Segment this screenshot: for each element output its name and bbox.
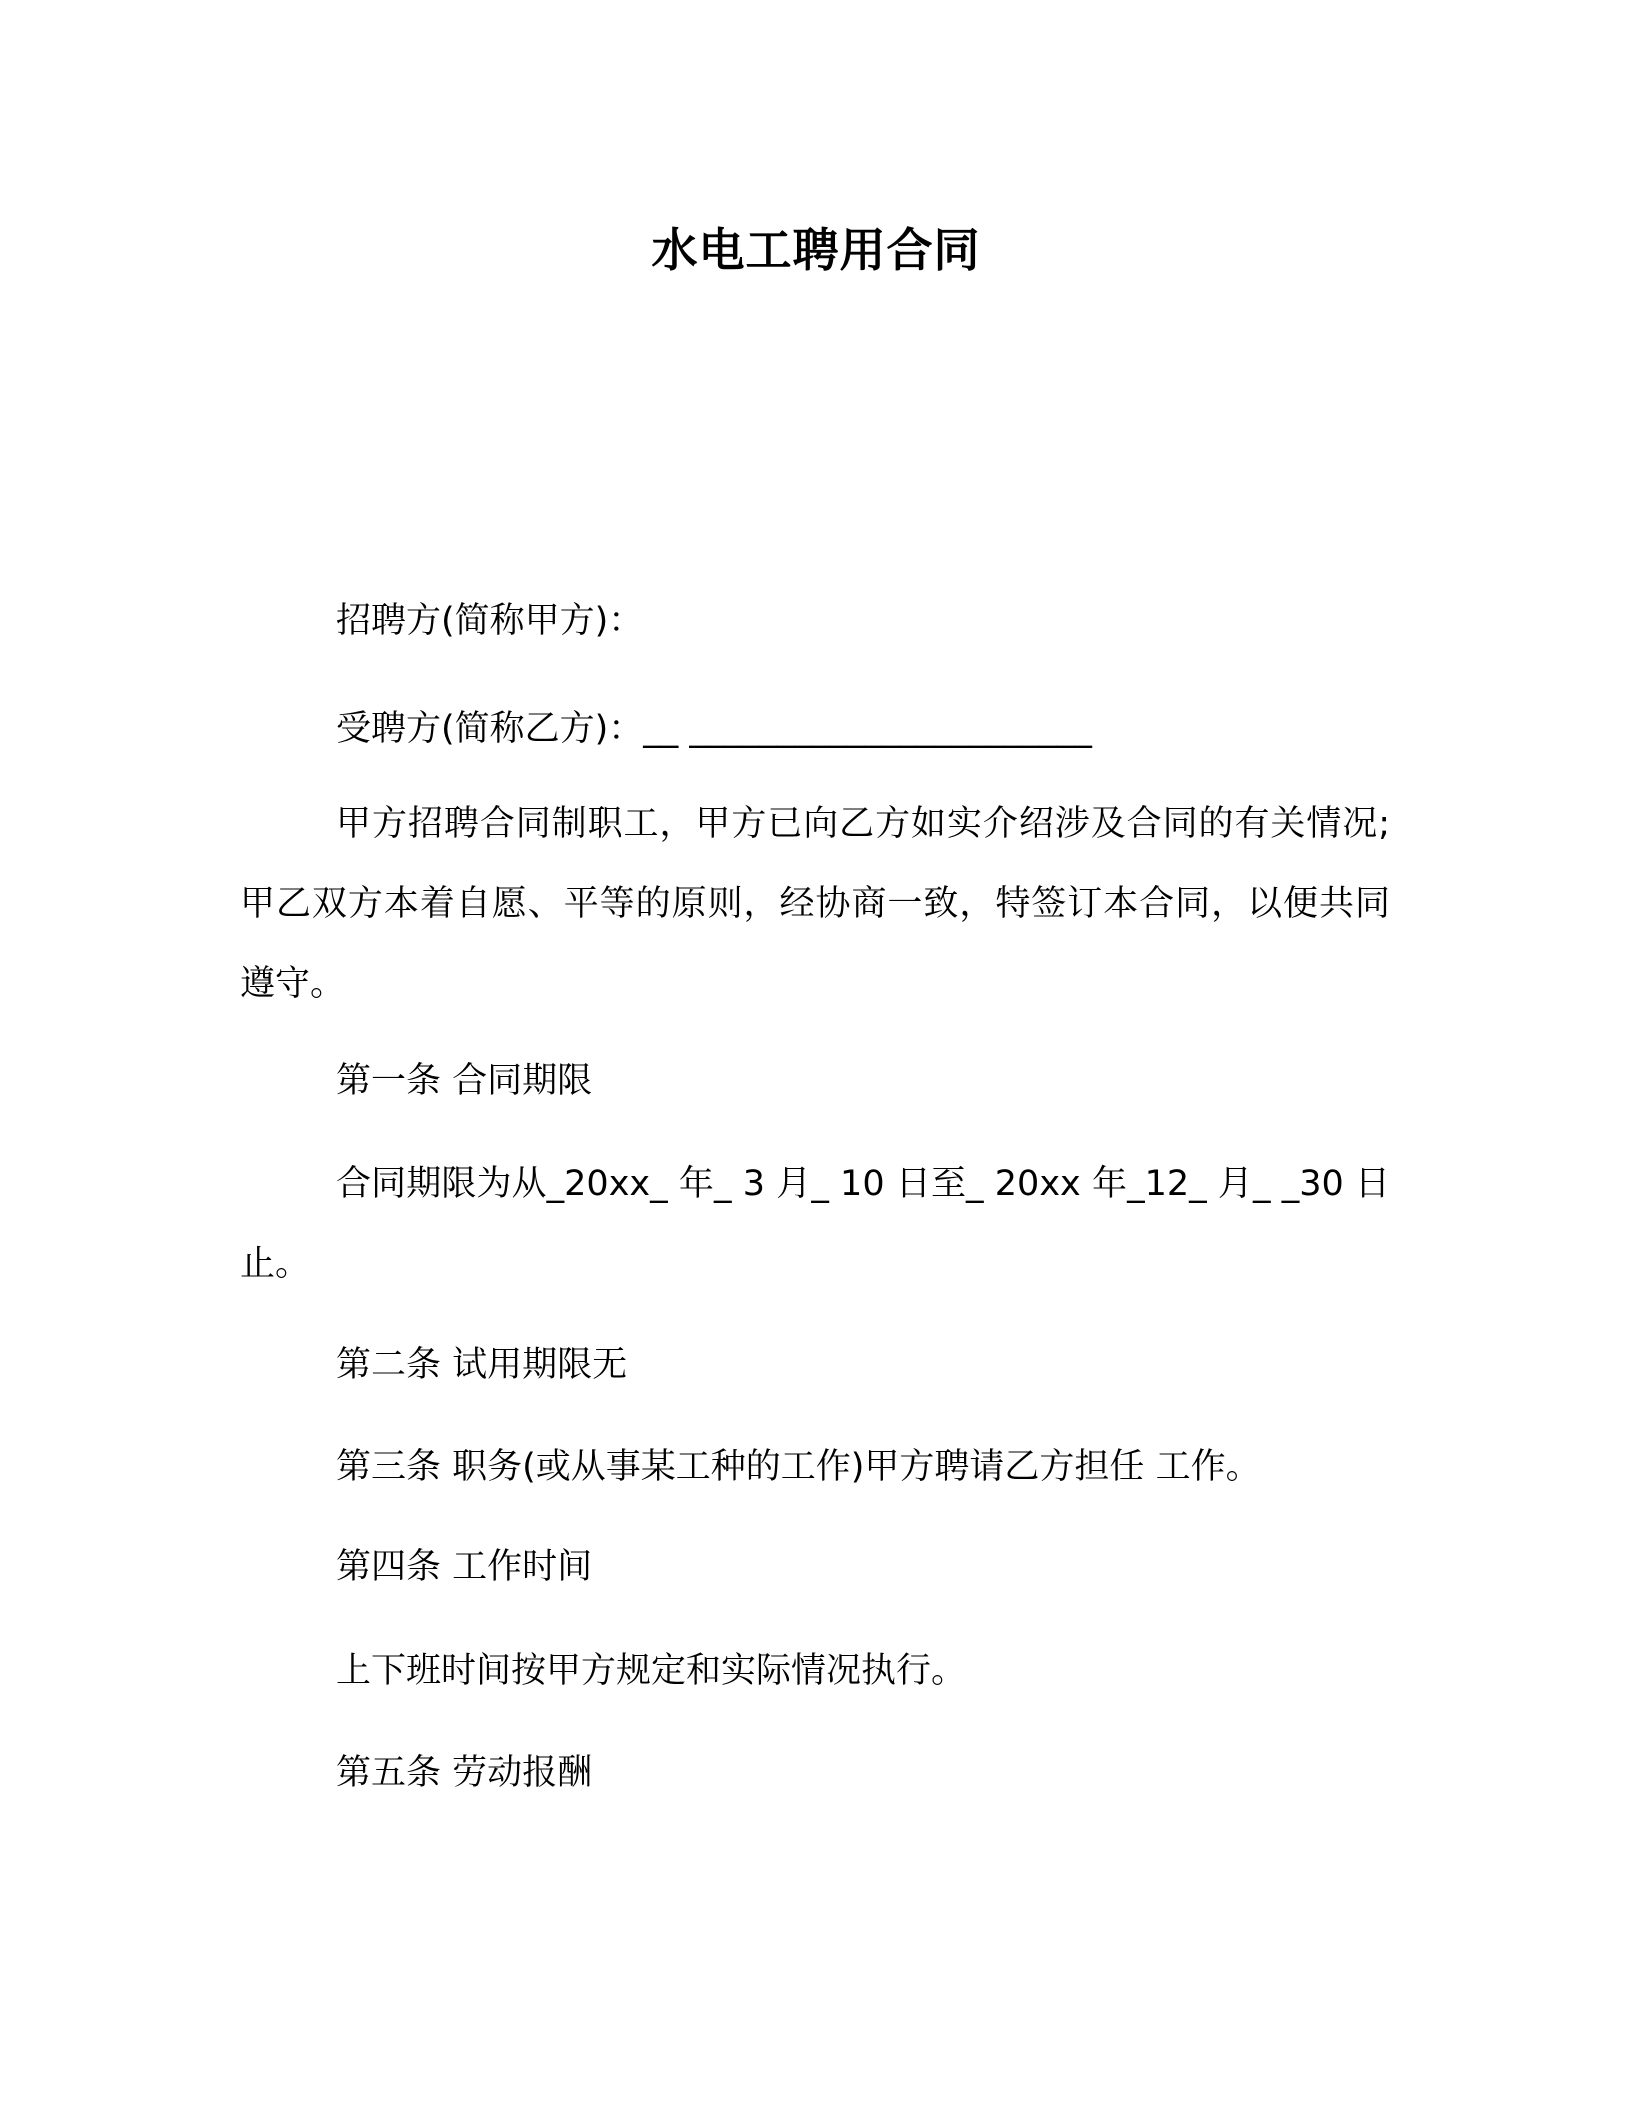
preamble-paragraph: 甲方招聘合同制职工，甲方已向乙方如实介绍涉及合同的有关情况;甲乙双方本着自愿、平等的原则，经协商一致，特签订本合同，以便共同遵守。 (240, 804, 1390, 1004)
article-1-text: 合同期限为从_20xx_ 年_ 3 月_ 10 日至_ 20xx 年_12_ 月_ _30 日止。 (240, 1164, 1390, 1284)
article-2-heading: 第二条 试用期限无 (336, 1345, 628, 1385)
article-4-heading: 第四条 工作时间 (336, 1547, 593, 1587)
article-1-heading: 第一条 合同期限 (336, 1061, 593, 1101)
party-b-line: 受聘方(简称乙方)：__ _______________________ (336, 709, 1092, 749)
article-3-text: 第三条 职务(或从事某工种的工作)甲方聘请乙方担任 工作。 (336, 1447, 1261, 1487)
document-title: 水电工聘用合同 (651, 223, 981, 277)
article-5-heading: 第五条 劳动报酬 (336, 1753, 593, 1793)
article-4-text: 上下班时间按甲方规定和实际情况执行。 (336, 1651, 967, 1691)
party-a-line: 招聘方(简称甲方)： (336, 601, 644, 641)
